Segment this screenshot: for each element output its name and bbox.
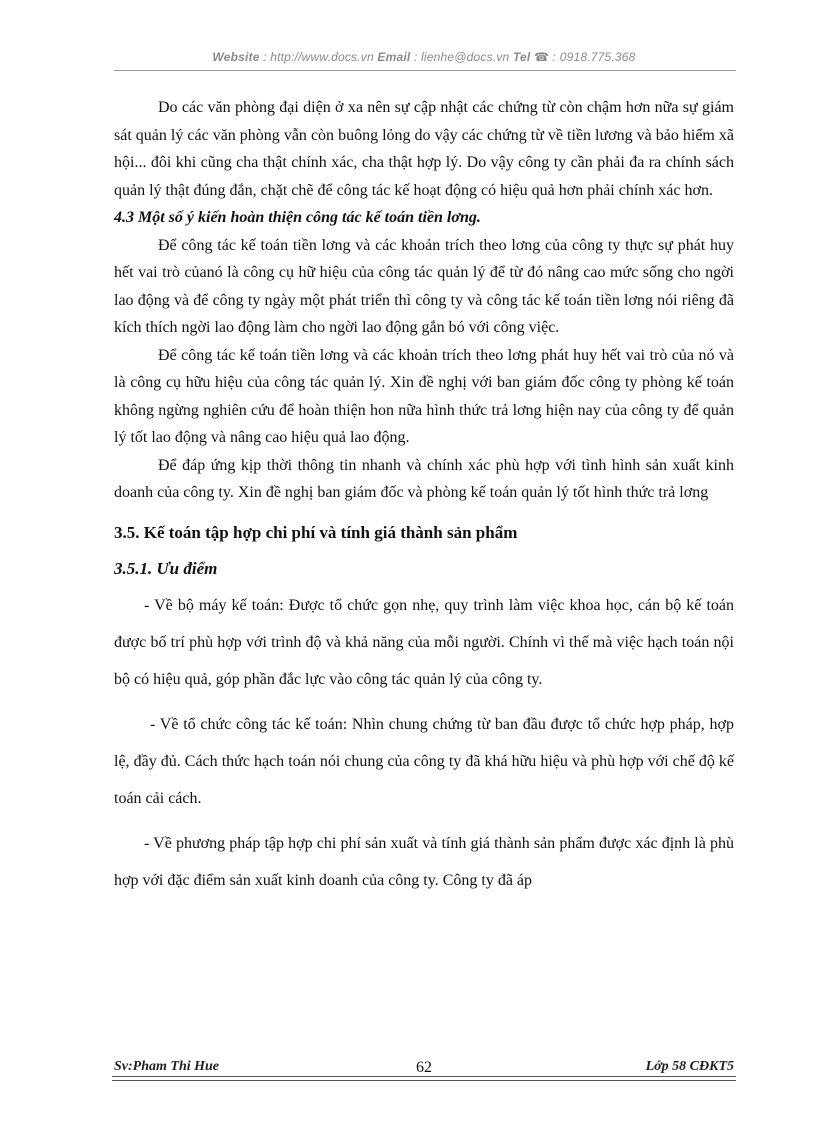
paragraph-accounting-organization: - Về tổ chức công tác kế toán: Nhìn chung chứng từ ban đầu được tổ chức hợp pháp, hợp lệ, đầy đủ. Cách thức hạch toán nói chung của công ty đã khá hữu hiệu và phù hợp với chế độ kế toán cải cách. bbox=[114, 715, 734, 807]
author-name: Sv:Pham Thi Hue bbox=[114, 1059, 220, 1074]
heading-3-5-1: 3.5.1. Ưu điểm bbox=[114, 558, 218, 578]
heading-3-5: 3.5. Kế toán tập hợp chi phí và tính giá thành sản phẩm bbox=[114, 522, 518, 542]
page-footer bbox=[114, 1057, 734, 1081]
footer-divider-bottom bbox=[112, 1080, 736, 1081]
class-label: Lớp 58 CĐKT5 bbox=[645, 1059, 734, 1074]
heading-4-3: 4.3 Một số ý kiến hoàn thiện công tác kế toán tiền lơng. bbox=[114, 209, 481, 226]
header-divider bbox=[114, 70, 736, 71]
email-value: : lienhe@docs.vn bbox=[410, 50, 513, 64]
phone-icon: ☎ bbox=[533, 50, 550, 64]
page-body bbox=[114, 94, 734, 899]
email-label: Email bbox=[377, 50, 411, 64]
paragraph-accounting-apparatus: - Về bộ máy kế toán: Được tổ chức gọn nhẹ, quy trình làm việc khoa học, cán bộ kế toán được bố trí phù hợp với trình độ và khả năng của mỗi người. Chính vì thế mà việc hạch toán nội bộ có hiệu quả, góp phần đắc lực vào công tác quản lý của công ty. bbox=[114, 596, 734, 688]
tel-value: : 0918.775.368 bbox=[549, 50, 636, 64]
tel-label: Tel bbox=[512, 50, 531, 64]
website-value: : http://www.docs.vn bbox=[259, 50, 378, 64]
page-number: 62 bbox=[416, 1059, 432, 1076]
website-label: Website bbox=[212, 50, 260, 64]
advantages-section bbox=[114, 587, 734, 899]
paragraph-salary-tool: Để công tác kế toán tiền lơng và các khoản trích theo lơng phát huy hết vai trò của nó và là công cụ hữu hiệu của công tác quản lý. Xin đề nghị với ban giám đốc công ty phòng kế toán không ngừng nghiên cứu để hoàn thiện hon nữa hình thức trả lơng hiện nay của công ty để quản lý tốt lao động và nâng cao hiệu quả lao động. bbox=[114, 346, 734, 446]
top-section bbox=[114, 94, 734, 507]
paragraph-salary-role: Để công tác kế toán tiền lơng và các khoản trích theo lơng của công ty thực sự phát huy hết vai trò củanó là công cụ hữ hiệu của công tác quản lý để từ đó nâng cao mức sống cho ngời lao động và để công ty ngày một phát triển thì công ty và công tác kế toán tiền lơng nói riêng đã kích thích ngời lao động làm cho ngời lao động gắn bó với công việc. bbox=[114, 236, 734, 336]
paragraph-info-timely: Để đáp ứng kịp thời thông tin nhanh và chính xác phù hợp với tình hình sản xuất kinh doanh của công ty. Xin đề nghị ban giám đốc và phòng kế toán quản lý tốt hình thức trả lơng bbox=[114, 456, 734, 501]
paragraph-costing-method: - Về phương pháp tập hợp chi phí sản xuất và tính giá thành sản phẩm được xác định là phù hợp với đặc điểm sản xuất kinh doanh của công ty. Công ty đã áp bbox=[114, 834, 734, 889]
footer-divider-top bbox=[112, 1076, 736, 1077]
paragraph-offices: Do các văn phòng đại diện ở xa nên sự cập nhật các chứng từ còn chậm hơn nữa sự giám sát quản lý các văn phòng vẫn còn buông lỏng do vậy các chứng từ về tiền lương và bảo hiểm xã hội... đôi khi cũng cha thật chính xác, cha thật hợp lý. Do vậy công ty cần phải đa ra chính sách quản lý thật đúng đắn, chặt chẽ để công tác kế hoạt động có hiệu quả hơn phải chính xác hơn. bbox=[114, 99, 734, 199]
page-header bbox=[114, 50, 734, 64]
